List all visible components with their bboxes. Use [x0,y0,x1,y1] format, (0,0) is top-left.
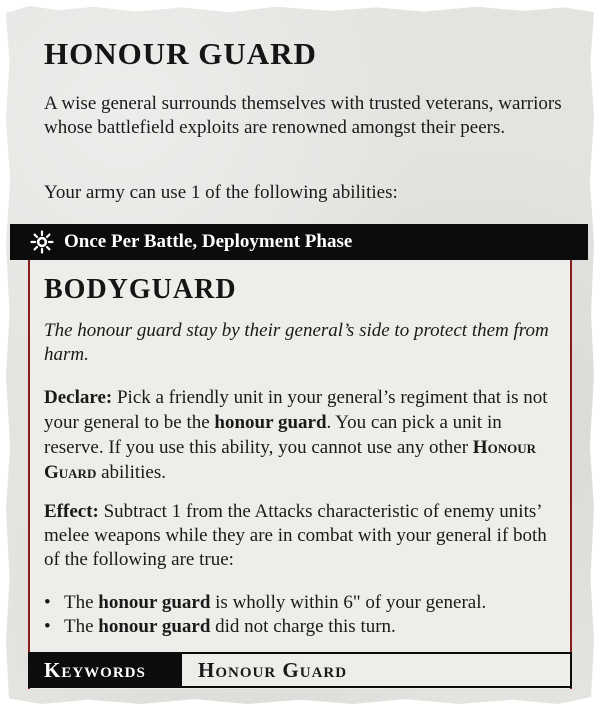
card-instruction-text: Your army can use 1 of the following abilities: [44,182,398,203]
effect-paragraph [44,500,560,572]
card-intro-text: A wise general surrounds themselves with trusted veterans, warriors whose battlefield exploits are renowned amongst their peers. [44,93,562,138]
declare-keyword: Honour Guard [44,437,536,483]
effect-text: Subtract 1 from the Attacks characteristic of enemy units’ melee weapons while they are in combat with your general if both of the following are true: [44,501,547,570]
bullet-text-bold: honour guard [98,616,211,637]
sun-icon [30,230,54,254]
bullet-text-pre: The [64,616,99,637]
list-item [44,591,560,615]
condition-list [44,591,560,639]
effect-label: Effect: [44,501,99,522]
declare-text-1: Pick a friendly unit in your general’s regiment that is not your general to be the [44,387,548,433]
phase-banner [10,224,588,260]
ability-name: BODYGUARD [44,274,237,305]
bullet-text-post: did not charge this turn. [210,616,396,637]
declare-paragraph [44,385,560,485]
bullet-text-pre: The [64,592,99,613]
bullet-text-post: is wholly within 6" of your general. [210,592,487,613]
bullet-text-bold: honour guard [98,592,211,613]
keywords-bar [28,652,572,688]
list-item [44,615,560,639]
declare-text-2: . You can pick a unit in reserve. If you use this ability, you cannot use any other [44,412,502,458]
phase-label: Once Per Battle, Deployment Phase [64,231,353,252]
bullet-icon: • [44,616,51,637]
ability-flavour-text: The honour guard stay by their general’s side to protect them from harm. [44,320,549,365]
declare-text-3: abilities. [96,462,166,483]
keywords-label: Keywords [30,654,182,686]
declare-label: Declare: [44,387,113,408]
bullet-icon: • [44,592,51,613]
card-title: HONOUR GUARD [44,36,317,71]
declare-bold-honour-guard: honour guard [214,412,327,433]
keywords-value: Honour Guard [198,657,348,682]
